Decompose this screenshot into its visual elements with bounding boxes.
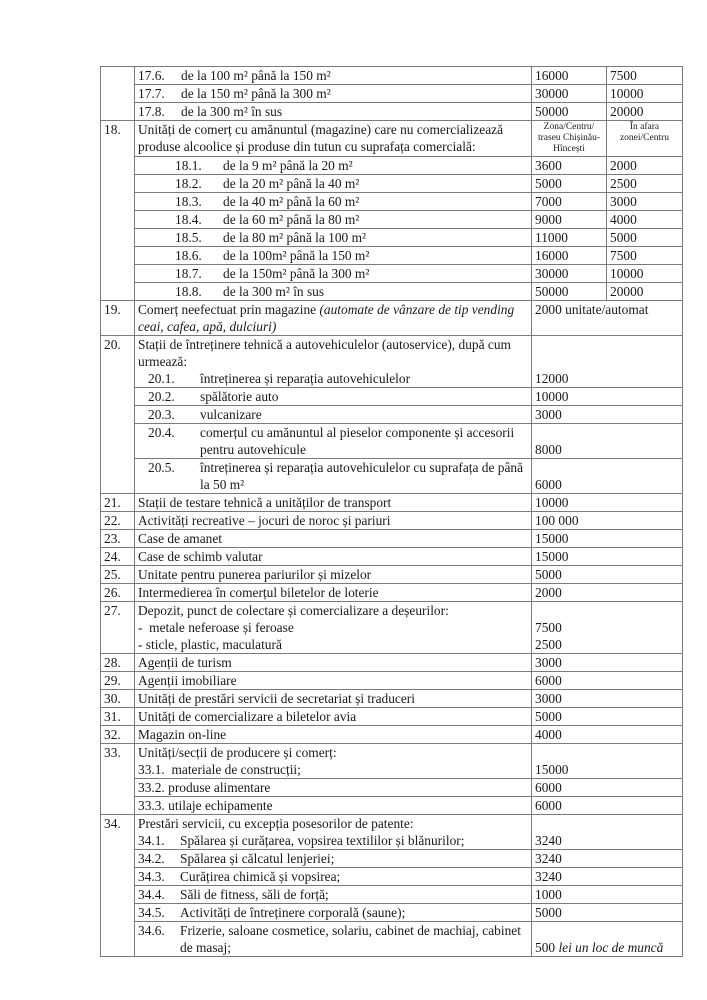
value: 2000 unitate/automat xyxy=(532,301,683,336)
table-row xyxy=(101,530,683,548)
table-row xyxy=(101,193,683,211)
table-row xyxy=(101,654,683,672)
row-description xyxy=(135,459,532,494)
value-unit: lei un loc de muncă xyxy=(558,940,664,955)
row-number: 33. xyxy=(101,744,135,815)
value: 3000 xyxy=(532,654,683,672)
value: 3240 xyxy=(532,815,683,850)
value: 6000 xyxy=(532,797,683,815)
value-outside-zone: 2500 xyxy=(607,175,683,193)
item-code: 18.7. xyxy=(175,266,202,281)
table-row xyxy=(101,229,683,247)
row-description xyxy=(135,193,532,211)
item-code: 20.2. xyxy=(148,389,175,404)
table-row xyxy=(101,283,683,301)
row-number-cell xyxy=(101,67,135,121)
item-text: întreținerea și reparația autovehiculelor cu suprafața de până la 50 m² xyxy=(200,460,524,492)
item-code: 18.4. xyxy=(175,212,202,227)
item-code: 20.3. xyxy=(148,407,175,422)
value xyxy=(532,922,683,957)
row-number: 31. xyxy=(101,708,135,726)
row-description xyxy=(135,886,532,904)
row-description: Activități recreative – jocuri de noroc și pariuri xyxy=(135,512,532,530)
value-outside-zone: 5000 xyxy=(607,229,683,247)
item-code: 20.4. xyxy=(148,425,175,440)
column-header-zone-center: Zona/Centru/ traseu Chișinău-Hîncești xyxy=(532,121,607,157)
value: 6000 xyxy=(532,779,683,797)
list-item: - sticle, plastic, maculatură xyxy=(138,637,282,652)
table-row xyxy=(101,494,683,512)
table-row xyxy=(101,265,683,283)
tax-rates-table xyxy=(100,66,683,957)
value: 5000 xyxy=(532,566,683,584)
value: 15000 xyxy=(532,744,683,779)
section-title: Unități/secții de producere și comerț: xyxy=(138,745,337,760)
row-description xyxy=(135,265,532,283)
table-row xyxy=(101,779,683,797)
value-outside-zone: 10000 xyxy=(607,85,683,103)
item-text: Comerț neefectuat prin magazine xyxy=(138,302,317,317)
row-description xyxy=(135,283,532,301)
item-text: Spălarea și curățarea, vopsirea textililor și blănurilor; xyxy=(180,833,465,848)
section-title: Depozit, punct de colectare și comercializare a deșeurilor: xyxy=(138,603,449,618)
value-zone-center: 3600 xyxy=(532,157,607,175)
value: 8000 xyxy=(532,424,683,459)
value: 6000 xyxy=(532,459,683,494)
table-row xyxy=(101,584,683,602)
row-number: 28. xyxy=(101,654,135,672)
table-row xyxy=(101,247,683,265)
value: 5000 xyxy=(532,708,683,726)
value: 15000 xyxy=(532,530,683,548)
item-text: de la 100 m² până la 150 m² xyxy=(181,68,331,83)
row-description: Agenții imobiliare xyxy=(135,672,532,690)
row-description xyxy=(135,103,532,121)
item-code: 18.8. xyxy=(175,284,202,299)
table-row xyxy=(101,121,683,157)
item-text: întreținerea și reparația autovehiculelor xyxy=(200,371,411,386)
value: 6000 xyxy=(532,672,683,690)
table-row xyxy=(101,85,683,103)
value: 1000 xyxy=(532,886,683,904)
table-row xyxy=(101,904,683,922)
value-zone-center: 7000 xyxy=(532,193,607,211)
table-row xyxy=(101,211,683,229)
row-description xyxy=(135,301,532,336)
row-number: 18. xyxy=(101,121,135,301)
value-outside-zone: 7500 xyxy=(607,67,683,85)
value-zone-center: 9000 xyxy=(532,211,607,229)
value: 100 000 xyxy=(532,512,683,530)
row-description: Intermedierea în comerțul biletelor de loterie xyxy=(135,584,532,602)
table-row xyxy=(101,690,683,708)
row-description: Unități de comercializare a biletelor avia xyxy=(135,708,532,726)
value-zone-center: 50000 xyxy=(532,283,607,301)
document-page xyxy=(100,66,682,957)
value-amount: 500 xyxy=(535,940,556,955)
value-outside-zone: 2000 xyxy=(607,157,683,175)
item-text: de la 150 m² până la 300 m² xyxy=(181,86,331,101)
row-description xyxy=(135,67,532,85)
value-zone-center: 30000 xyxy=(532,265,607,283)
row-number: 27. xyxy=(101,602,135,654)
row-description xyxy=(135,336,532,388)
table-row xyxy=(101,512,683,530)
value: 3240 xyxy=(532,850,683,868)
table-row xyxy=(101,103,683,121)
list-item: - metale neferoase și feroase xyxy=(138,620,294,635)
value: 2000 xyxy=(532,584,683,602)
value-outside-zone: 4000 xyxy=(607,211,683,229)
row-description xyxy=(135,388,532,406)
row-description xyxy=(135,85,532,103)
table-row xyxy=(101,850,683,868)
row-number: 24. xyxy=(101,548,135,566)
row-number: 21. xyxy=(101,494,135,512)
value: 10000 xyxy=(532,494,683,512)
value: 15000 xyxy=(532,548,683,566)
row-description: Unitate pentru punerea pariurilor și mizelor xyxy=(135,566,532,584)
item-code: 34.3. xyxy=(138,869,165,884)
row-description xyxy=(135,229,532,247)
item-code: 34.1. xyxy=(138,833,165,848)
row-description xyxy=(135,850,532,868)
table-row xyxy=(101,815,683,850)
item-code: 20.1. xyxy=(148,371,175,386)
row-description xyxy=(135,815,532,850)
row-description: Case de amanet xyxy=(135,530,532,548)
row-number: 23. xyxy=(101,530,135,548)
row-description xyxy=(135,868,532,886)
row-number: 19. xyxy=(101,301,135,336)
list-item-value: 7500 xyxy=(535,620,562,635)
item-code: 17.8. xyxy=(138,104,165,119)
table-row xyxy=(101,708,683,726)
row-number: 22. xyxy=(101,512,135,530)
value-zone-center: 16000 xyxy=(532,247,607,265)
section-title: Unități de comerț cu amănuntul (magazine) care nu comercializează produse alcoolice și produse din tutun cu suprafața comercială: xyxy=(135,121,532,157)
row-number: 25. xyxy=(101,566,135,584)
item-text: Săli de fitness, săli de forță; xyxy=(180,887,329,902)
table-row xyxy=(101,301,683,336)
row-description xyxy=(135,602,532,654)
item-text: 33.1. materiale de construcții; xyxy=(138,762,301,777)
table-row xyxy=(101,922,683,957)
table-row xyxy=(101,566,683,584)
item-code: 34.2. xyxy=(138,851,165,866)
value-outside-zone: 10000 xyxy=(607,265,683,283)
item-text: de la 20 m² până la 40 m² xyxy=(223,176,360,191)
item-text: de la 80 m² până la 100 m² xyxy=(223,230,367,245)
value: 3240 xyxy=(532,868,683,886)
row-description: Magazin on-line xyxy=(135,726,532,744)
item-code: 34.5. xyxy=(138,905,165,920)
row-description xyxy=(135,157,532,175)
row-description xyxy=(135,175,532,193)
item-code: 18.6. xyxy=(175,248,202,263)
list-item-value: 2500 xyxy=(535,637,562,652)
table-row xyxy=(101,157,683,175)
table-row xyxy=(101,726,683,744)
item-text: spălătorie auto xyxy=(200,389,279,404)
table-row xyxy=(101,797,683,815)
row-description xyxy=(135,406,532,424)
item-code: 17.7. xyxy=(138,86,165,101)
row-number: 32. xyxy=(101,726,135,744)
value-zone-center: 5000 xyxy=(532,175,607,193)
value-zone-center: 16000 xyxy=(532,67,607,85)
row-description: 33.2. produse alimentare xyxy=(135,779,532,797)
row-description xyxy=(135,211,532,229)
table-row xyxy=(101,602,683,654)
table-row xyxy=(101,868,683,886)
row-description xyxy=(135,904,532,922)
table-row xyxy=(101,459,683,494)
value-outside-zone: 3000 xyxy=(607,193,683,211)
row-description xyxy=(135,424,532,459)
item-text: de la 9 m² până la 20 m² xyxy=(223,158,353,173)
item-text: de la 100m² până la 150 m² xyxy=(223,248,370,263)
item-code: 17.6. xyxy=(138,68,165,83)
section-title: Stații de întreținere tehnică a autovehiculelor (autoservice), după cum urmează: xyxy=(138,337,511,369)
column-header-outside-zone: În afara zonei/Centru xyxy=(607,121,683,157)
table-row xyxy=(101,744,683,779)
item-text: Curățirea chimică și vopsirea; xyxy=(180,869,341,884)
row-description: Agenții de turism xyxy=(135,654,532,672)
item-text: comerțul cu amănuntul al pieselor componente și accesorii pentru autovehicule xyxy=(200,425,515,457)
row-description: 33.3. utilaje echipamente xyxy=(135,797,532,815)
item-text: de la 300 m² în sus xyxy=(223,284,325,299)
item-code: 34.4. xyxy=(138,887,165,902)
item-text: de la 150m² până la 300 m² xyxy=(223,266,370,281)
row-description xyxy=(135,744,532,779)
item-code: 18.5. xyxy=(175,230,202,245)
value-zone-center: 50000 xyxy=(532,103,607,121)
value: 5000 xyxy=(532,904,683,922)
value-outside-zone: 20000 xyxy=(607,103,683,121)
value: 12000 xyxy=(532,336,683,388)
value: 4000 xyxy=(532,726,683,744)
row-description: Unități de prestări servicii de secretariat și traduceri xyxy=(135,690,532,708)
row-description xyxy=(135,922,532,957)
item-code: 20.5. xyxy=(148,460,175,475)
value xyxy=(532,602,683,654)
item-text: de la 60 m² până la 80 m² xyxy=(223,212,360,227)
table-row xyxy=(101,388,683,406)
table-row xyxy=(101,886,683,904)
table-row xyxy=(101,336,683,388)
table-row xyxy=(101,548,683,566)
item-text: de la 40 m² până la 60 m² xyxy=(223,194,360,209)
row-description xyxy=(135,247,532,265)
item-text: Frizerie, saloane cosmetice, solariu, cabinet de machiaj, cabinet de masaj; xyxy=(180,923,521,955)
value: 3000 xyxy=(532,406,683,424)
table-row xyxy=(101,175,683,193)
row-number: 34. xyxy=(101,815,135,957)
item-text: vulcanizare xyxy=(200,407,262,422)
value: 10000 xyxy=(532,388,683,406)
item-code: 18.2. xyxy=(175,176,202,191)
item-text: de la 300 m² în sus xyxy=(181,104,283,119)
table-row xyxy=(101,406,683,424)
row-description: Case de schimb valutar xyxy=(135,548,532,566)
row-number: 29. xyxy=(101,672,135,690)
item-code: 18.3. xyxy=(175,194,202,209)
item-code: 34.6. xyxy=(138,923,165,938)
row-number: 26. xyxy=(101,584,135,602)
table-row xyxy=(101,67,683,85)
value-outside-zone: 20000 xyxy=(607,283,683,301)
item-text: Spălarea și călcatul lenjeriei; xyxy=(180,851,335,866)
value-zone-center: 30000 xyxy=(532,85,607,103)
row-number: 30. xyxy=(101,690,135,708)
item-code: 18.1. xyxy=(175,158,202,173)
row-number: 20. xyxy=(101,336,135,494)
item-text: Activități de întreținere corporală (saune); xyxy=(180,905,406,920)
row-description: Stații de testare tehnică a unităților de transport xyxy=(135,494,532,512)
value-zone-center: 11000 xyxy=(532,229,607,247)
table-row xyxy=(101,672,683,690)
table-row xyxy=(101,424,683,459)
section-title: Prestări servicii, cu excepția posesorilor de patente: xyxy=(138,816,414,831)
value: 3000 xyxy=(532,690,683,708)
item-text-italic: (automate de vânzare de tip vending ceai, cafea, apă, dulciuri) xyxy=(138,302,515,334)
value-outside-zone: 7500 xyxy=(607,247,683,265)
